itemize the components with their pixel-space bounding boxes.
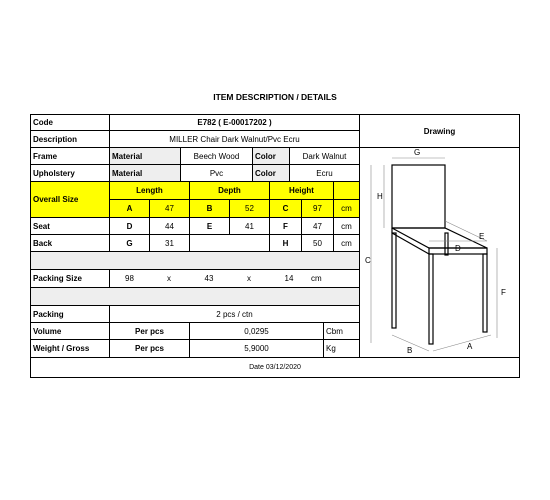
seat-e-value: 41: [229, 218, 269, 235]
upholstery-color-label: Color: [252, 165, 289, 182]
height-header: Height: [269, 182, 333, 200]
spacer-row: [31, 252, 359, 270]
frame-color-label: Color: [252, 148, 289, 165]
item-details-sheet: [30, 114, 520, 378]
chair-leg-back-left: [392, 233, 396, 328]
label-h: H: [377, 192, 383, 201]
seat-f-letter: F: [269, 218, 301, 235]
packing-value: 2 pcs / ctn: [109, 306, 359, 323]
drawing-header: Drawing: [359, 115, 519, 148]
seat-d-value: 44: [149, 218, 189, 235]
packing-size-length: 98: [109, 270, 149, 288]
back-unit: cm: [333, 235, 359, 252]
label-b: B: [407, 346, 413, 355]
volume-per: Per pcs: [109, 323, 189, 340]
packing-size-unit: cm: [309, 270, 359, 288]
packing-size-x1: x: [149, 270, 189, 288]
dim-b-letter: B: [189, 200, 229, 218]
volume-value: 0,0295: [189, 323, 323, 340]
back-empty-cell: [189, 235, 269, 252]
page-title: ITEM DESCRIPTION / DETAILS: [213, 92, 337, 102]
code-value: E782 ( E-00017202 ): [109, 115, 359, 131]
date-footer: Date 03/12/2020: [249, 364, 301, 371]
label-f: F: [501, 288, 506, 297]
chair-outline: [392, 165, 487, 344]
depth-header: Depth: [189, 182, 269, 200]
packing-size-x2: x: [229, 270, 269, 288]
label-d: D: [455, 244, 461, 253]
length-header: Length: [109, 182, 189, 200]
volume-label: Volume: [31, 323, 109, 340]
chair-leg-front-right: [483, 254, 487, 332]
dim-a-letter: A: [109, 200, 149, 218]
description-label: Description: [31, 131, 109, 148]
seat-unit: cm: [333, 218, 359, 235]
spacer-row-2: [31, 288, 359, 306]
chair-seat-top: [392, 228, 487, 248]
weight-unit: Kg: [323, 340, 359, 358]
packing-label: Packing: [31, 306, 109, 323]
upholstery-label: Upholstery: [31, 165, 109, 182]
frame-label: Frame: [31, 148, 109, 165]
dim-b-value: 52: [229, 200, 269, 218]
upholstery-material-label: Material: [109, 165, 180, 182]
chair-leg-front-left: [429, 254, 433, 344]
seat-d-letter: D: [109, 218, 149, 235]
weight-per: Per pcs: [109, 340, 189, 358]
back-label: Back: [31, 235, 109, 252]
seat-label: Seat: [31, 218, 109, 235]
weight-value: 5,9000: [189, 340, 323, 358]
label-e: E: [479, 232, 485, 241]
frame-material-value: Beech Wood: [180, 148, 252, 165]
overall-size-unit: cm: [333, 200, 359, 218]
overall-size-unit-header: [333, 182, 359, 200]
volume-unit: Cbm: [323, 323, 359, 340]
frame-color-value: Dark Walnut: [289, 148, 359, 165]
back-g-letter: G: [109, 235, 149, 252]
dim-a-value: 47: [149, 200, 189, 218]
dim-c-value: 97: [301, 200, 333, 218]
dim-c-letter: C: [269, 200, 301, 218]
packing-size-label: Packing Size: [31, 270, 109, 288]
upholstery-material-value: Pvc: [180, 165, 252, 182]
packing-size-width: 43: [189, 270, 229, 288]
code-label: Code: [31, 115, 109, 131]
seat-f-value: 47: [301, 218, 333, 235]
frame-material-label: Material: [109, 148, 180, 165]
back-h-value: 50: [301, 235, 333, 252]
chair-drawing: [359, 143, 519, 358]
packing-size-height: 14: [269, 270, 309, 288]
label-a: A: [467, 342, 473, 351]
description-value: MILLER Chair Dark Walnut/Pvc Ecru: [109, 131, 359, 148]
weight-label: Weight / Gross: [31, 340, 109, 358]
seat-e-letter: E: [189, 218, 229, 235]
label-g: G: [414, 148, 421, 157]
overall-size-label: Overall Size: [31, 182, 109, 218]
back-h-letter: H: [269, 235, 301, 252]
label-c: C: [365, 256, 371, 265]
back-g-value: 31: [149, 235, 189, 252]
upholstery-color-value: Ecru: [289, 165, 359, 182]
chair-backrest: [392, 165, 445, 228]
